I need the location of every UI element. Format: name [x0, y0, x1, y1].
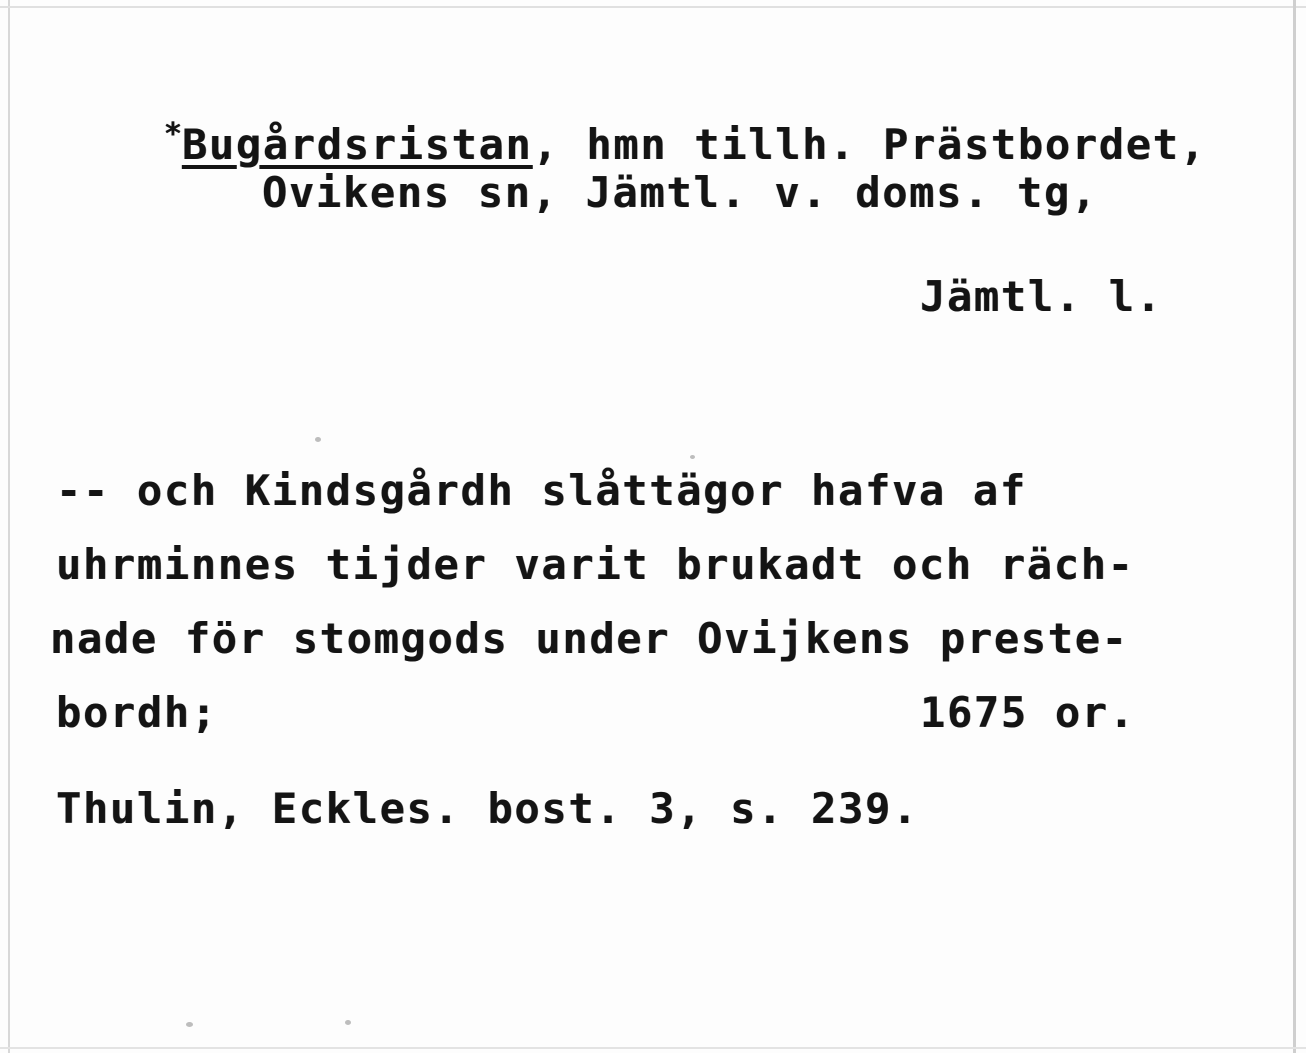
quote-line-3: nade för stomgods under Ovijkens preste- [50, 614, 1129, 663]
source-reference: Thulin, Eckles. bost. 3, s. 239. [56, 784, 919, 833]
card-right-edge [1293, 0, 1296, 1053]
asterisk-marker: * [163, 117, 182, 152]
scan-speck [315, 437, 321, 442]
card-bottom-edge [0, 1047, 1306, 1049]
scan-speck [345, 1020, 351, 1025]
dating-note: 1675 or. [920, 688, 1136, 737]
card-top-edge [0, 6, 1306, 8]
scan-speck [690, 455, 695, 459]
scan-speck [186, 1022, 193, 1027]
parish-line: Ovikens sn, Jämtl. v. doms. tg, [262, 168, 1098, 217]
headword-line-rest: , hmn tillh. Prästbordet, [532, 120, 1207, 169]
headword: Bugårdsristan [181, 120, 533, 169]
province-line: Jämtl. l. [920, 272, 1163, 321]
quote-line-2: uhrminnes tijder varit brukadt och räch- [56, 540, 1135, 589]
quote-line-1: -- och Kindsgårdh slåttägor hafva af [56, 466, 1027, 515]
card-left-edge [8, 0, 10, 1053]
quote-line-4: bordh; [56, 688, 218, 737]
